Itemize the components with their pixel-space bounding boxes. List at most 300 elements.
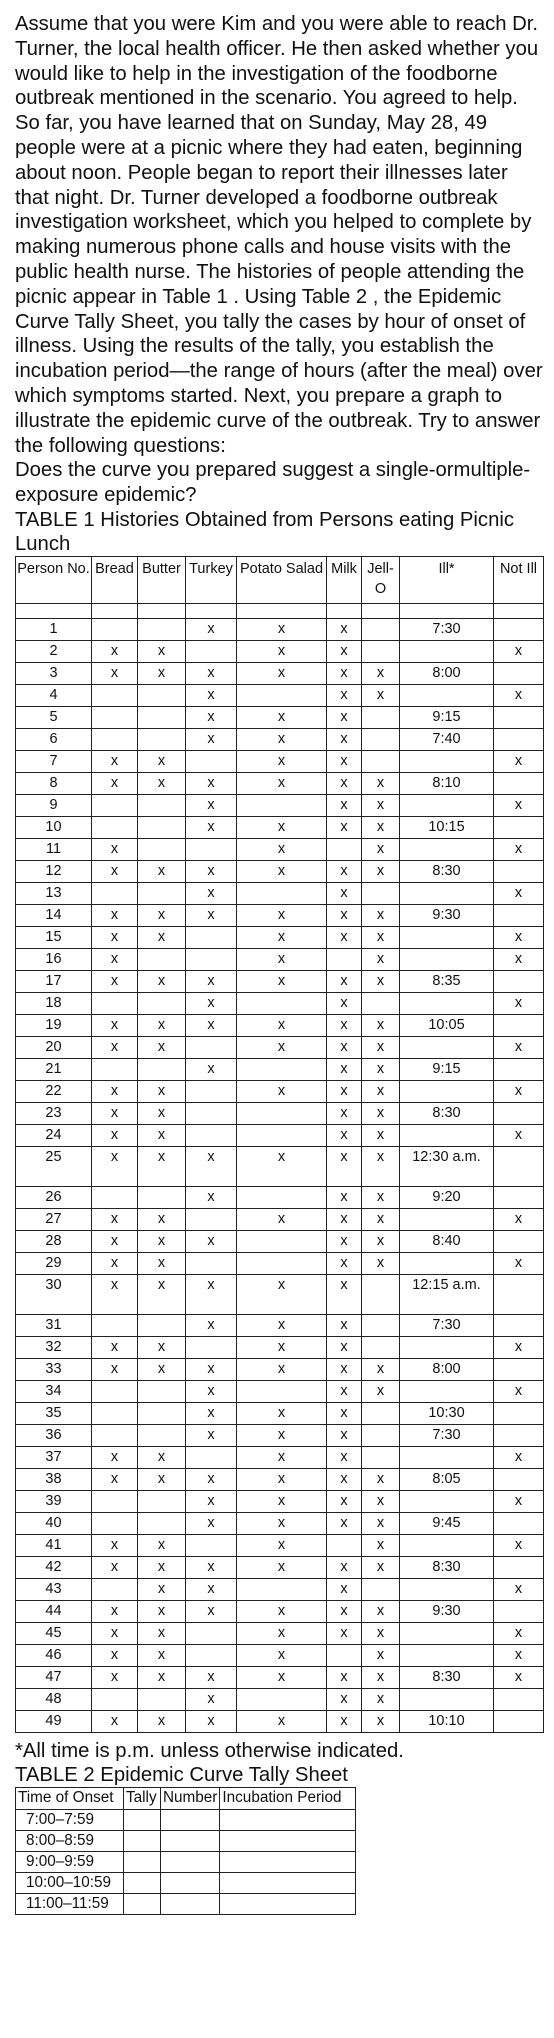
cell-jello: x [362,1380,400,1402]
cell-potato-salad: x [237,750,327,772]
cell-bread: x [92,1014,138,1036]
cell-incubation-period[interactable] [220,1872,356,1893]
cell-jello: x [362,1252,400,1274]
table-row [16,1424,544,1446]
cell-turkey [186,1252,237,1274]
cell-not-ill [494,1710,544,1732]
table-row [16,1314,544,1336]
cell-not-ill [494,1358,544,1380]
cell-ill-time [400,1490,494,1512]
tally-row [16,1830,356,1851]
cell-not-ill [494,1186,544,1208]
cell-person: 29 [16,1252,92,1274]
cell-ill-time: 10:05 [400,1014,494,1036]
cell-ill-time: 7:30 [400,1424,494,1446]
cell-potato-salad: x [237,1512,327,1534]
cell-person: 2 [16,640,92,662]
cell-number[interactable] [161,1830,220,1851]
cell-person: 32 [16,1336,92,1358]
cell-ill-time: 9:30 [400,904,494,926]
cell-butter [138,618,186,640]
cell-bread [92,1424,138,1446]
cell-potato-salad: x [237,662,327,684]
header-milk: Milk [327,556,362,603]
cell-ill-time [400,1080,494,1102]
cell-time-of-onset: 10:00–10:59 [16,1872,124,1893]
table-row [16,860,544,882]
cell-person: 8 [16,772,92,794]
cell-milk: x [327,772,362,794]
cell-butter [138,706,186,728]
cell-bread [92,618,138,640]
cell-person: 33 [16,1358,92,1380]
cell-milk: x [327,1358,362,1380]
cell-ill-time [400,1124,494,1146]
cell-ill-time [400,882,494,904]
cell-tally[interactable] [124,1872,161,1893]
cell-milk: x [327,1556,362,1578]
cell-turkey [186,750,237,772]
cell-butter [138,1186,186,1208]
cell-ill-time: 12:15 a.m. [400,1274,494,1314]
cell-potato-salad [237,1252,327,1274]
cell-person: 26 [16,1186,92,1208]
cell-person: 34 [16,1380,92,1402]
cell-bread [92,728,138,750]
table-row [16,1252,544,1274]
cell-ill-time: 8:05 [400,1468,494,1490]
cell-potato-salad: x [237,1424,327,1446]
cell-potato-salad: x [237,970,327,992]
cell-potato-salad: x [237,706,327,728]
table-row [16,640,544,662]
cell-not-ill: x [494,1578,544,1600]
cell-incubation-period[interactable] [220,1830,356,1851]
cell-turkey [186,640,237,662]
cell-person: 40 [16,1512,92,1534]
cell-potato-salad: x [237,1490,327,1512]
cell-ill-time [400,1534,494,1556]
cell-butter [138,1490,186,1512]
cell-person: 22 [16,1080,92,1102]
cell-ill-time: 9:20 [400,1186,494,1208]
table-row [16,618,544,640]
cell-potato-salad: x [237,1666,327,1688]
cell-potato-salad: x [237,1336,327,1358]
cell-bread [92,882,138,904]
cell-person: 16 [16,948,92,970]
cell-jello: x [362,1208,400,1230]
cell-milk: x [327,1622,362,1644]
cell-not-ill: x [494,838,544,860]
cell-ill-time [400,1252,494,1274]
cell-potato-salad [237,1578,327,1600]
cell-jello [362,640,400,662]
cell-milk: x [327,1014,362,1036]
cell-potato-salad: x [237,1080,327,1102]
cell-potato-salad [237,1124,327,1146]
table-row [16,970,544,992]
table-row [16,706,544,728]
cell-jello: x [362,904,400,926]
cell-not-ill [494,1688,544,1710]
cell-ill-time: 8:30 [400,1102,494,1124]
cell-bread: x [92,1644,138,1666]
histories-table-header [16,556,544,603]
cell-butter: x [138,926,186,948]
cell-jello: x [362,1124,400,1146]
cell-incubation-period[interactable] [220,1809,356,1830]
table2-caption: TABLE 2 Epidemic Curve Tally Sheet [15,1763,348,1786]
cell-ill-time: 8:00 [400,1358,494,1380]
cell-turkey: x [186,728,237,750]
header-not-ill: Not Ill [494,556,544,603]
cell-ill-time: 7:30 [400,618,494,640]
table-row [16,1556,544,1578]
cell-bread: x [92,1208,138,1230]
cell-number[interactable] [161,1872,220,1893]
cell-person: 45 [16,1622,92,1644]
cell-ill-time: 8:30 [400,860,494,882]
cell-butter: x [138,1710,186,1732]
cell-butter [138,1314,186,1336]
table-row [16,992,544,1014]
cell-potato-salad: x [237,1556,327,1578]
cell-person: 42 [16,1556,92,1578]
cell-person: 38 [16,1468,92,1490]
cell-not-ill [494,1402,544,1424]
cell-butter [138,1424,186,1446]
cell-turkey: x [186,1186,237,1208]
cell-bread: x [92,1446,138,1468]
cell-tally[interactable] [124,1809,161,1830]
cell-jello: x [362,1058,400,1080]
cell-person: 20 [16,1036,92,1058]
cell-milk: x [327,1666,362,1688]
cell-person: 43 [16,1578,92,1600]
cell-milk: x [327,1336,362,1358]
cell-potato-salad [237,794,327,816]
cell-bread [92,1512,138,1534]
cell-potato-salad [237,1186,327,1208]
table-row [16,1534,544,1556]
cell-not-ill: x [494,1036,544,1058]
cell-butter: x [138,772,186,794]
cell-butter: x [138,970,186,992]
table-row [16,1336,544,1358]
header-time-of-onset: Time of Onset [16,1787,124,1809]
cell-bread: x [92,1710,138,1732]
cell-ill-time [400,1380,494,1402]
cell-person: 31 [16,1314,92,1336]
cell-jello [362,1578,400,1600]
cell-jello: x [362,970,400,992]
cell-potato-salad: x [237,1622,327,1644]
cell-person: 23 [16,1102,92,1124]
header-person: Person No. [16,556,92,603]
cell-bread: x [92,1556,138,1578]
cell-ill-time: 9:15 [400,1058,494,1080]
cell-person: 35 [16,1402,92,1424]
cell-bread [92,992,138,1014]
cell-ill-time [400,640,494,662]
tally-row [16,1809,356,1830]
table-row [16,1358,544,1380]
cell-number[interactable] [161,1851,220,1872]
cell-potato-salad: x [237,1468,327,1490]
cell-person: 46 [16,1644,92,1666]
cell-turkey [186,1336,237,1358]
cell-ill-time: 8:30 [400,1666,494,1688]
cell-butter [138,794,186,816]
cell-butter: x [138,1336,186,1358]
cell-butter: x [138,1102,186,1124]
table-row [16,1402,544,1424]
cell-ill-time: 10:15 [400,816,494,838]
cell-ill-time [400,948,494,970]
cell-ill-time [400,1622,494,1644]
cell-not-ill [494,1058,544,1080]
cell-jello [362,1274,400,1314]
cell-butter [138,1380,186,1402]
cell-milk: x [327,728,362,750]
cell-bread: x [92,838,138,860]
cell-jello: x [362,794,400,816]
cell-not-ill [494,816,544,838]
cell-turkey: x [186,772,237,794]
cell-person: 39 [16,1490,92,1512]
tally-row [16,1851,356,1872]
cell-not-ill: x [494,1446,544,1468]
cell-bread: x [92,1080,138,1102]
cell-butter: x [138,1036,186,1058]
cell-not-ill: x [494,794,544,816]
cell-turkey: x [186,706,237,728]
cell-bread: x [92,1274,138,1314]
cell-time-of-onset: 11:00–11:59 [16,1893,124,1914]
cell-turkey: x [186,904,237,926]
cell-person: 25 [16,1146,92,1186]
cell-potato-salad [237,1380,327,1402]
cell-milk: x [327,1710,362,1732]
cell-bread: x [92,904,138,926]
cell-not-ill [494,1102,544,1124]
cell-turkey [186,1036,237,1058]
cell-turkey: x [186,618,237,640]
histories-table-body [16,618,544,1732]
cell-jello: x [362,1186,400,1208]
cell-milk: x [327,684,362,706]
cell-turkey: x [186,662,237,684]
table-row [16,1468,544,1490]
cell-ill-time: 7:40 [400,728,494,750]
cell-person: 49 [16,1710,92,1732]
cell-not-ill: x [494,1208,544,1230]
cell-bread: x [92,948,138,970]
cell-incubation-period[interactable] [220,1851,356,1872]
cell-person: 17 [16,970,92,992]
cell-turkey [186,1080,237,1102]
cell-person: 36 [16,1424,92,1446]
cell-ill-time: 9:15 [400,706,494,728]
cell-number[interactable] [161,1893,220,1914]
table-row [16,1080,544,1102]
table-row [16,1688,544,1710]
cell-potato-salad: x [237,1036,327,1058]
header-bread: Bread [92,556,138,603]
cell-turkey [186,1124,237,1146]
cell-milk: x [327,1036,362,1058]
cell-milk: x [327,1424,362,1446]
cell-bread: x [92,640,138,662]
cell-butter [138,1688,186,1710]
cell-turkey: x [186,970,237,992]
cell-potato-salad: x [237,1600,327,1622]
cell-butter: x [138,1644,186,1666]
cell-jello: x [362,1080,400,1102]
cell-potato-salad: x [237,1534,327,1556]
cell-turkey: x [186,992,237,1014]
cell-person: 41 [16,1534,92,1556]
table-row [16,1014,544,1036]
cell-person: 28 [16,1230,92,1252]
cell-milk: x [327,904,362,926]
cell-person: 3 [16,662,92,684]
cell-tally[interactable] [124,1851,161,1872]
cell-potato-salad: x [237,1358,327,1380]
tally-row [16,1872,356,1893]
cell-milk [327,838,362,860]
cell-person: 12 [16,860,92,882]
time-footnote: *All time is p.m. unless otherwise indicated. [15,1739,404,1762]
header-jello: Jell-O [362,556,400,603]
cell-not-ill: x [494,1534,544,1556]
cell-tally[interactable] [124,1893,161,1914]
cell-not-ill [494,860,544,882]
cell-potato-salad [237,1688,327,1710]
cell-turkey: x [186,860,237,882]
cell-jello [362,882,400,904]
cell-number[interactable] [161,1809,220,1830]
cell-jello [362,992,400,1014]
cell-tally[interactable] [124,1830,161,1851]
cell-turkey: x [186,1058,237,1080]
cell-not-ill: x [494,1490,544,1512]
table-row [16,684,544,706]
cell-milk: x [327,1080,362,1102]
table-row [16,728,544,750]
cell-butter: x [138,904,186,926]
cell-turkey: x [186,1710,237,1732]
cell-not-ill: x [494,926,544,948]
table-row [16,794,544,816]
cell-ill-time: 8:10 [400,772,494,794]
table-row [16,1146,544,1186]
cell-bread [92,1402,138,1424]
cell-potato-salad: x [237,1710,327,1732]
cell-milk: x [327,1146,362,1186]
cell-potato-salad: x [237,1274,327,1314]
cell-jello: x [362,1710,400,1732]
cell-person: 7 [16,750,92,772]
table-row [16,1036,544,1058]
cell-potato-salad: x [237,772,327,794]
cell-milk: x [327,662,362,684]
cell-not-ill: x [494,1124,544,1146]
cell-milk: x [327,926,362,948]
cell-ill-time [400,926,494,948]
cell-turkey: x [186,1230,237,1252]
cell-person: 47 [16,1666,92,1688]
cell-bread: x [92,860,138,882]
cell-jello [362,750,400,772]
cell-not-ill: x [494,1336,544,1358]
cell-jello [362,728,400,750]
cell-ill-time [400,794,494,816]
cell-butter: x [138,1146,186,1186]
cell-milk: x [327,706,362,728]
cell-not-ill [494,1014,544,1036]
table-row [16,926,544,948]
cell-butter [138,992,186,1014]
cell-not-ill: x [494,948,544,970]
cell-turkey [186,838,237,860]
table-row [16,1666,544,1688]
cell-jello: x [362,662,400,684]
cell-bread [92,684,138,706]
cell-ill-time [400,684,494,706]
cell-not-ill: x [494,640,544,662]
cell-jello: x [362,1688,400,1710]
cell-butter: x [138,1230,186,1252]
cell-turkey: x [186,794,237,816]
cell-potato-salad: x [237,1014,327,1036]
cell-person: 44 [16,1600,92,1622]
cell-potato-salad: x [237,640,327,662]
cell-bread: x [92,970,138,992]
table-row [16,1578,544,1600]
cell-potato-salad: x [237,1208,327,1230]
cell-jello: x [362,1512,400,1534]
cell-incubation-period[interactable] [220,1893,356,1914]
cell-butter [138,1058,186,1080]
cell-not-ill [494,1146,544,1186]
table-row [16,1102,544,1124]
cell-milk: x [327,750,362,772]
cell-milk: x [327,1124,362,1146]
cell-ill-time [400,838,494,860]
cell-turkey: x [186,1468,237,1490]
cell-turkey [186,1644,237,1666]
cell-person: 30 [16,1274,92,1314]
cell-not-ill: x [494,882,544,904]
cell-person: 9 [16,794,92,816]
cell-bread [92,1186,138,1208]
histories-table [15,556,544,1733]
cell-ill-time [400,992,494,1014]
cell-butter: x [138,640,186,662]
table-row [16,1124,544,1146]
cell-potato-salad: x [237,1446,327,1468]
cell-potato-salad: x [237,1402,327,1424]
cell-bread: x [92,1124,138,1146]
table-row [16,1490,544,1512]
tally-row [16,1893,356,1914]
cell-jello: x [362,684,400,706]
cell-person: 4 [16,684,92,706]
header-potato-salad: Potato Salad [237,556,327,603]
tally-table-header [16,1787,356,1809]
